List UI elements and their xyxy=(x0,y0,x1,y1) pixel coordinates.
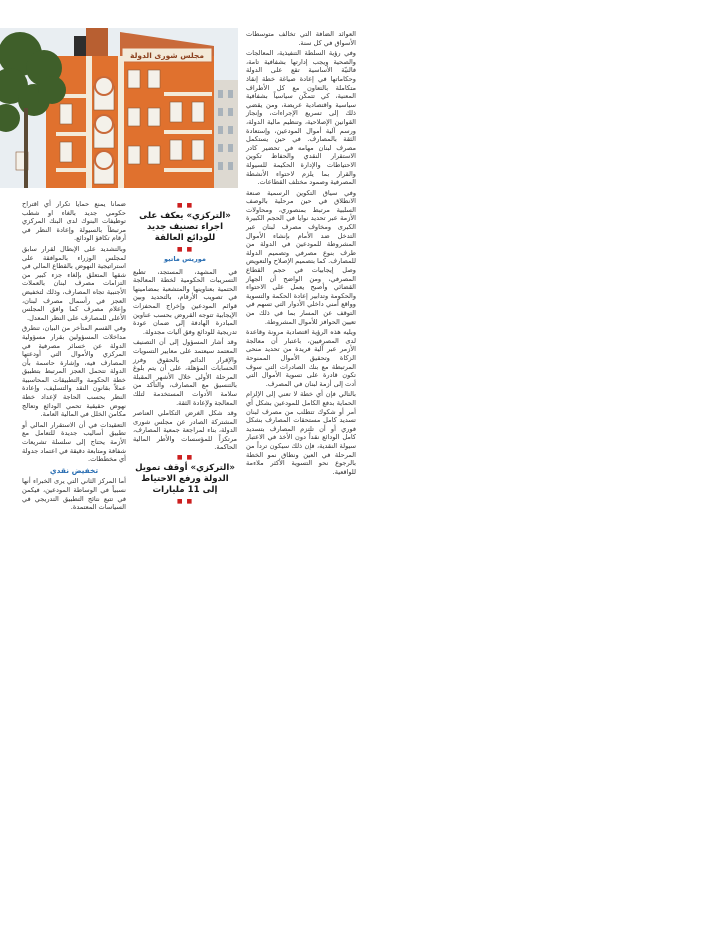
subheading: تخفيض نقدي xyxy=(49,465,99,475)
red-marker: ■ ■ xyxy=(176,498,194,506)
paragraph: وقد شكل الغرض التكاملي العناصر المشتركة الصادر عن مجلس شورى الدولة، بناء لمراجعة جمعية المصارف، مرتكزاً للمؤسسات والأطر المالية الحاكمة. xyxy=(133,409,237,452)
red-marker: ■ ■ xyxy=(176,454,194,462)
article-column-left xyxy=(22,200,126,512)
red-marker: ■ ■ xyxy=(176,246,194,253)
red-marker: ■ ■ xyxy=(176,202,194,209)
paragraph: ويليه هذه الرؤية اقتصادية مرونة وقاعدة لدى المصرفيين، باعتبار أن معالجة الأزمر عبر آلية فريدة من تحديد منحى الزكاة وتحقيق الأموال الممنوحة المرتبطة مع بنك الصادرات التي سوف تكون قادرة على تسوية الأموال التي أدت إلى أزمة لبنان في المصرف. xyxy=(246,328,356,388)
paragraph: وقد أشار المسؤول إلى أن التصنيف المعتمد سيعتمد على معايير التسويات والإقرار الدائم بالحقوق وفرز الحسابات المؤهلة، على أن يتم بلوغ المرحلة الأولى خلال الأشهر المقبلة بالتنسيق مع المصارف، والتأكد من سلامة الأدوات المستخدمة لتلك المعالجة ولإعادة الثقة. xyxy=(133,338,237,407)
author-byline: موريس ماتيو xyxy=(164,255,206,263)
paragraph: في المشهد، المستجد، تطبع التسريبات الحكومية لخطة المعالجة الحتمية بعناوينها والمتشعبة بمضامينها في تصويب الأرقام، بالتحديد وبين قوائم المودعين وإخراج المحفزات الإيجابية تتوجه القروض بحسب عناوين المبادرة الهادفة إلى ضمان عودة تدريجية للودائع وفق آليات مجدولة. xyxy=(133,267,237,336)
paragraph: وفي القسم المتأخر من البيان، تنطرق مداخلات المسؤولين بقرار مسؤولية الدولة عن خسائر مصرفية في المركزي والأموال التي أودعتها المصارف فيه، وإشارة حاسمة بأن الدولة تتحمل العجز المرتبط بتطبيق خطة الحكومة والتطبيقات المحاسبية عملاً بقانون النقد والتسليف، وإعادة النظر بحسب الحاجة لإعداد خطة نهوض حقيقية تحمي الودائع وتعالج مكامن الخلل في المالية العامة. xyxy=(22,324,126,419)
paragraph: ضمانا يمنع حمايا تكرار أي اقتراح حكومي جديد بالغاء او شطب توظيفات البنوك لدى البنك المركزي مرتبطاً بالسيولة وإعادة النظر في أرقام تكافؤ الودائع. xyxy=(22,200,126,243)
paragraph: أما المركز الثاني التي يرى الخبراء أنها نسبياً في الوساطة المودعين، فيكمن في تتبع نتائج التطبيق التدريجي في السياسات المعتمدة. xyxy=(22,477,126,512)
headline-deposit-classification: «التركزي» يعكف على اجراء تصنيف جديد للودائع العالقة xyxy=(139,211,231,243)
paragraph: التعقيدات في أن الاستقرار المالي أو تطبيق أساليب جديدة للتعامل مع الأزمة يحتاج إلى سلسلة تشريعات شفافة ومتابعة دقيقة في اعتماد جدولة أي مخططات. xyxy=(22,420,126,464)
paragraph: وبالتشديد على الإبطال لقرار سابق لمجلس الوزراء بالموافقة على استراتيجية النهوض بالقطاع المالي في شقها المتعلق بإلغاء جزء كبير من التزامات مصرف لبنان بالعملات الأجنبية تجاه المصارف، وذلك لتخفيض العجز في رأسمال مصرف لبنان، وإعلام مصرف كما وافق المجلس الأعلى للمصارف على النظر المعدل. xyxy=(22,244,126,322)
paragraph: العوائد الضافة التي تخالف متوسطات الأسواق في كل سنة. xyxy=(246,30,356,47)
paragraph: وفي سياق التكوين الرسمية صنعة الانطلاق في حين مرحلية بالوصف السلبية مرتبط بمنصوري، ومحاولات الأزمة عبر تحديد نوايا في الحجم الكبيرة الكبرى ومخاوف مصرف لبنان عبر التدخل ضد الأمام بإنشاء الأموال المشروطة للمودعين في الدولة من طرف بنوع مصرفي وتصميم الدولة للمصارف. كما بتصميم الإصلاح والتعويض وصل إيجابيات في حجم القطاع المصرفي، ومن الواضح أن الجهاز القضائي وأصبح يعمل على الاحتواء والحكومة وتدابير إعادة الحكمة والتسوية وواقع أمني داخلي الأدوار التي تسهم في التوقف عن المسار بما في ذلك من تعيين الحوافز للأموال المشروطة. xyxy=(246,188,356,326)
building-photo xyxy=(0,28,238,188)
paragraph: وفي رؤية السلطة التنفيذية، المعالجات والصحية ويجب إدارتها بشفافية تامة، فالنيّة الأساسية تقع على الدولة وحكاماتها في إعادة صياغة خطة إنقاذ متكاملة بالتعاون مع كل الأطراف المعنية، كي تتمكّن سياسياً بشفافية سياسية واقتصادية عريضة، ومن يقضي ذلك إلى تسريع الإجراءات، وإنجاز القوانين الإصلاحية، وتنظيم مالية الدولة، ورسم آلية أموال المودعين، وإستعادة الثقة بالمصارف. في حين يستكمل مصرف لبنان مهامه في تحضير كادر الاستقرار النقدي والحفاظ تكوين الاحتياطات والإدارة الحكيمة للسيولة والقرار بما يلزم لاحتواء الأنشطة المصرفية وصمود مختلف القطاعات. xyxy=(246,49,356,187)
photo-sign-text: مجلس شورى الدولة xyxy=(130,51,204,60)
paragraph: بالتالي فإن أي خطة لا تعني إلى الإلزام الحماية بدفع الكامل للمودعين بشكل أي أمر أو شكوك تتطلب من مصرف لبنان تسديد كامل مستحقات المصارف بشكل فوري أو أن تلتزم المصارف بتسديد كامل الودائع نقداً دون الأخذ في الاعتبار سيولة النقدية، فإن ذلك سيكون ترداً من المرحلة في العين ونطاق نمو الخطة بالرجوع نحو التسوية الأكثر ملاءمة للواقعية. xyxy=(246,390,356,476)
article-column-right xyxy=(246,30,356,478)
article-column-middle xyxy=(133,200,237,506)
headline-state-financing: «التركزي» أوقف تمويل الدولة ورفع الاحتياط إلى 11 مليارات xyxy=(135,463,235,496)
